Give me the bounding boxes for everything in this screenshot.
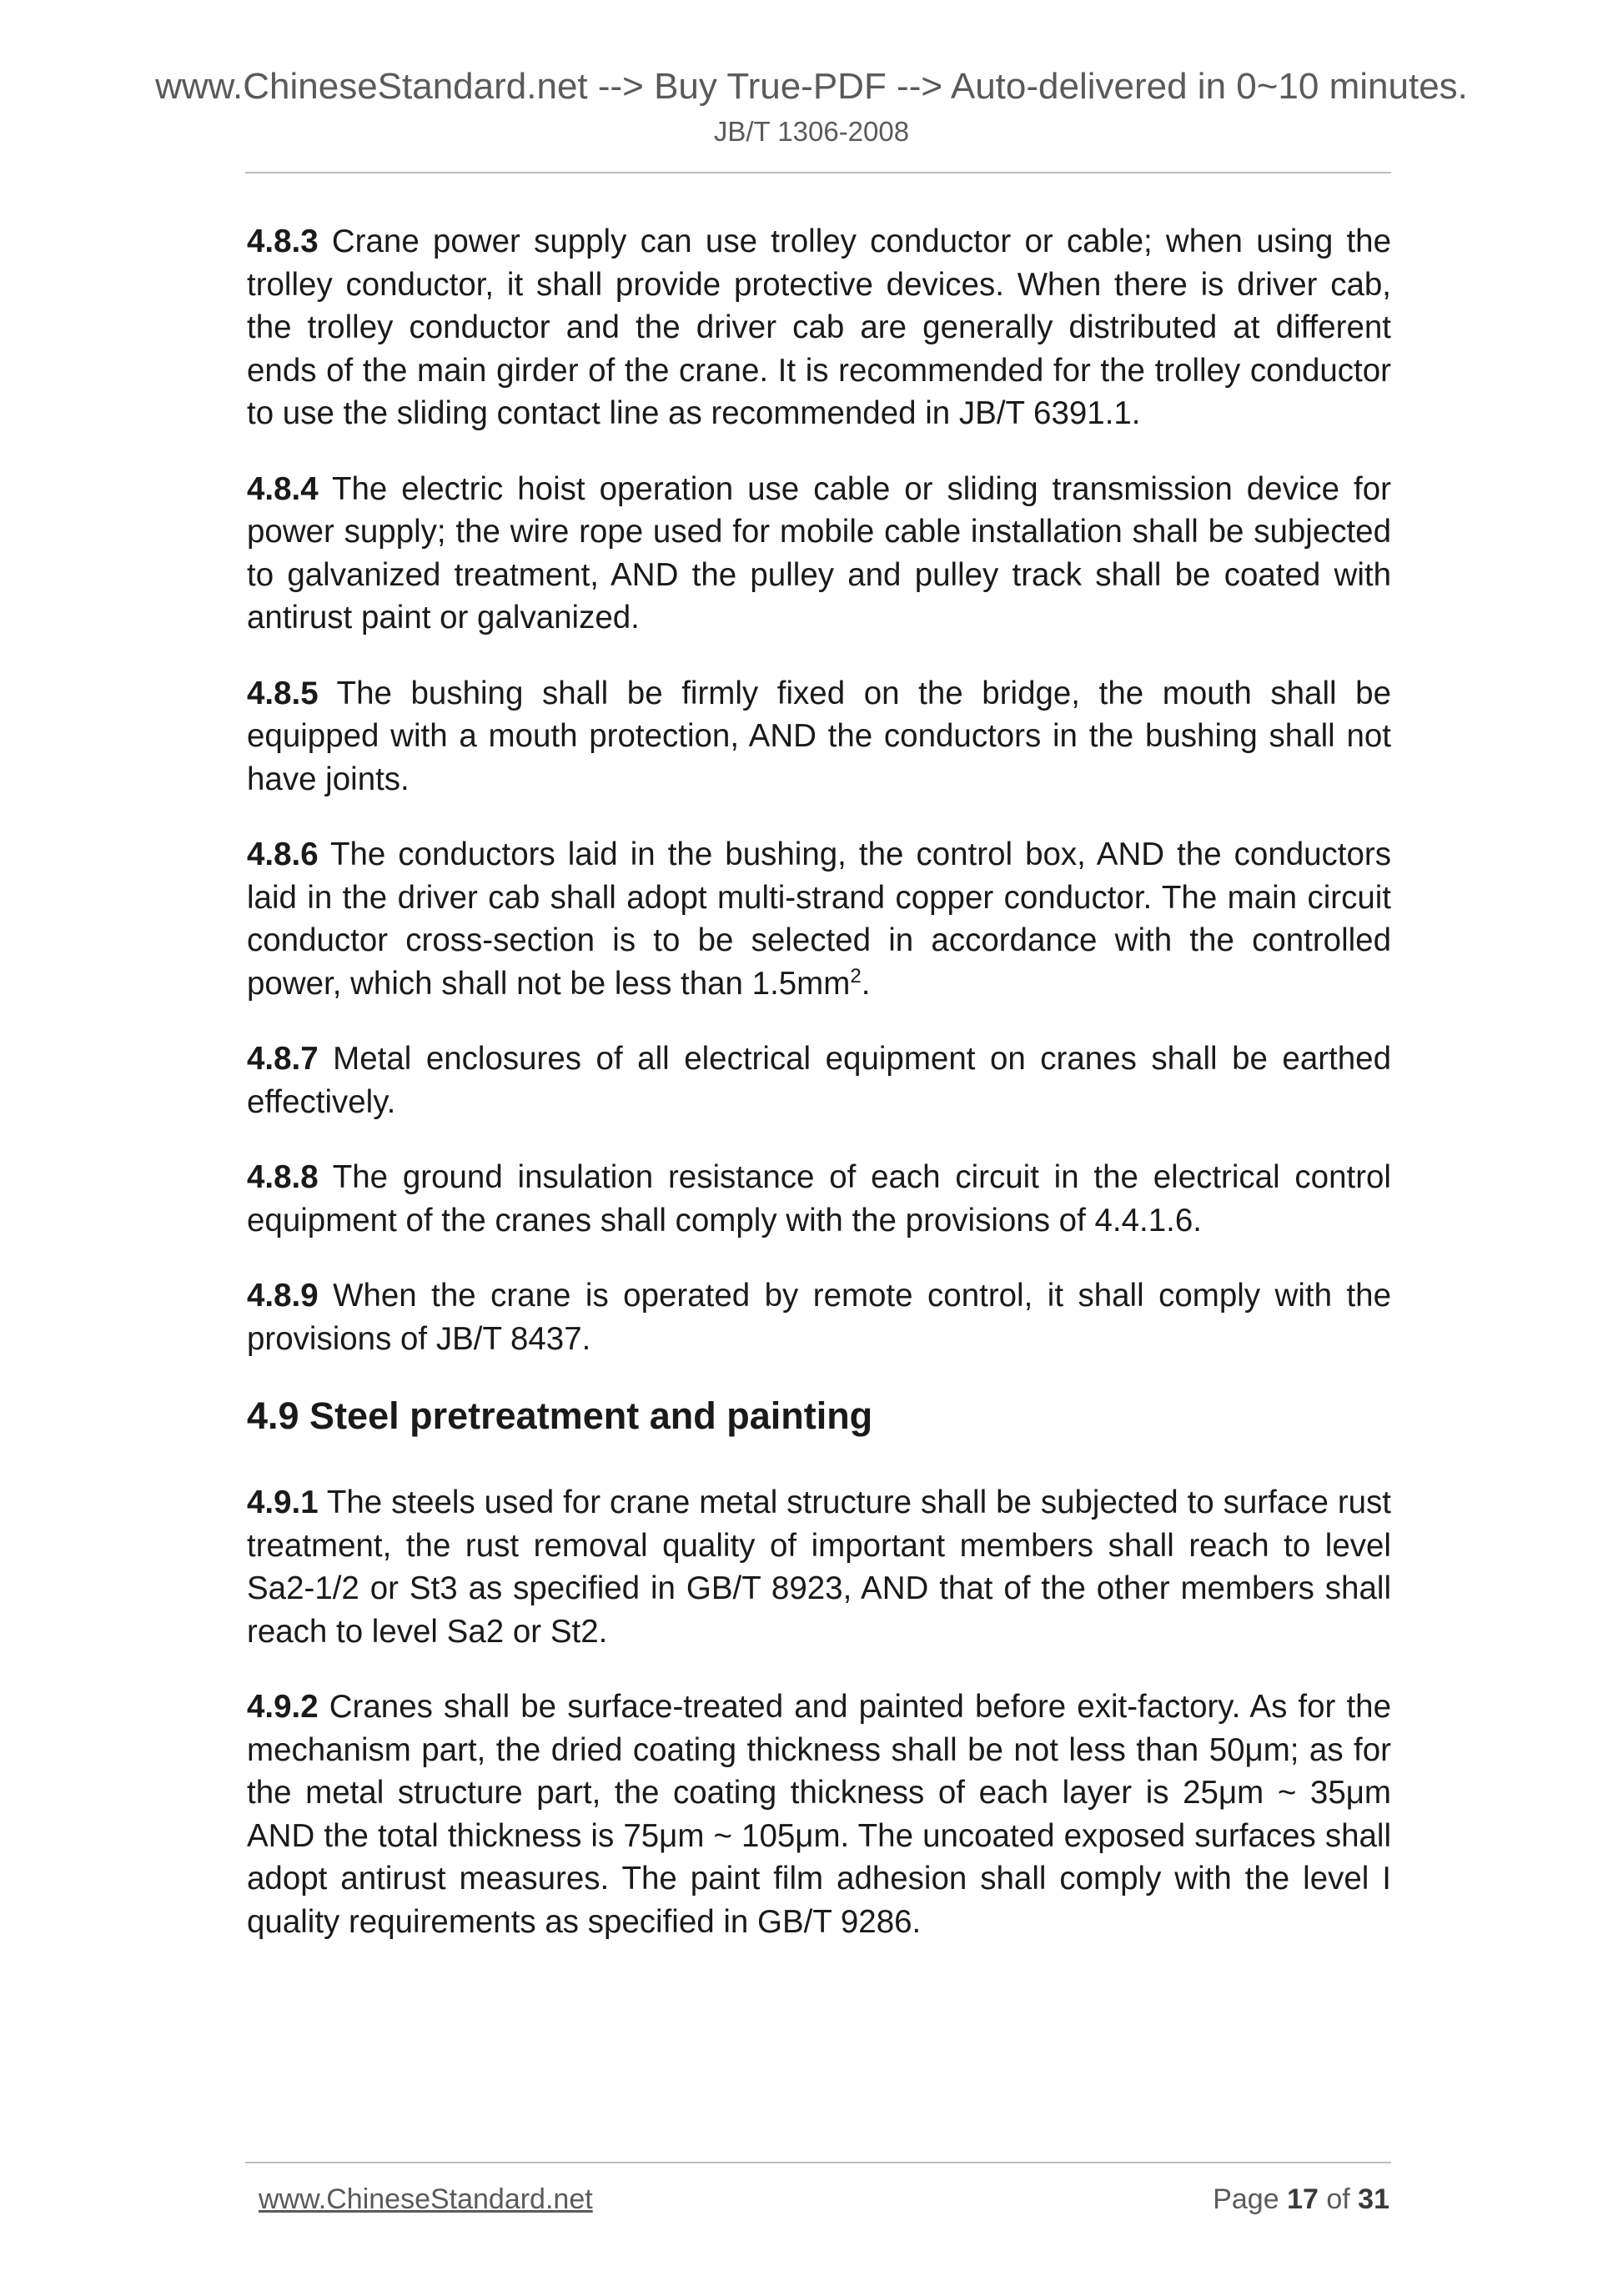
- page-footer: [259, 2182, 1389, 2217]
- clause-text: The conductors laid in the bushing, the control box, AND the conductors laid in the driver cab shall adopt multi-strand copper conductor. The main circuit conductor cross-section is to be selected in accordance with the controlled power, which shall not be less than 1.5mm: [247, 837, 1391, 1002]
- clause-4-8-8: [247, 1156, 1391, 1242]
- page-word: Page: [1213, 2183, 1279, 2215]
- clause-number: 4.9.2: [247, 1689, 319, 1725]
- clause-text: Cranes shall be surface-treated and painted before exit-factory. As for the mechanism part, the dried coating thickness shall be not less than 50μm; as for the metal structure part, the coating thickness of each layer is 25μm ~ 35μm AND the total thickness is 75μm ~ 105μm. The uncoated exposed surfaces shall adopt antirust measures. The paint film adhesion shall comply with the level I quality requirements as specified in GB/T 9286.: [247, 1689, 1391, 1940]
- document-body: [247, 220, 1391, 1976]
- clause-4-8-5: [247, 672, 1391, 801]
- header-divider: [245, 172, 1391, 173]
- footer-site-link[interactable]: www.ChineseStandard.net: [259, 2183, 593, 2215]
- clause-number: 4.8.4: [247, 470, 319, 507]
- clause-4-9-1: [247, 1481, 1391, 1653]
- clause-4-8-4: [247, 468, 1391, 640]
- section-heading: 4.9 Steel pretreatment and painting: [247, 1394, 873, 1437]
- clause-4-8-9: [247, 1274, 1391, 1360]
- clause-text: Crane power supply can use trolley conductor or cable; when using the trolley conductor, it shall provide protective devices. When there is driver cab, the trolley conductor and the driver cab are generally distributed at different ends of the main girder of the crane. It is recommended for the trolley conductor to use the sliding contact line as recommended in JB/T 6391.1.: [247, 224, 1391, 431]
- page-current: 17: [1287, 2183, 1319, 2215]
- footer-divider: [245, 2162, 1391, 2163]
- clause-text-tail: .: [861, 965, 871, 1002]
- clause-number: 4.9.1: [247, 1485, 319, 1520]
- clause-text: The ground insulation resistance of each circuit in the electrical control equipment of the cranes shall comply with the provisions of 4.4.1.6.: [247, 1159, 1391, 1238]
- clause-4-8-3: [247, 220, 1391, 435]
- clause-4-9-2: [247, 1686, 1391, 1943]
- clause-4-8-6: [247, 833, 1391, 1005]
- document-code: JB/T 1306-2008: [713, 116, 910, 147]
- page-header: [0, 65, 1623, 148]
- clause-number: 4.8.5: [247, 675, 319, 711]
- clause-text: The bushing shall be firmly fixed on the bridge, the mouth shall be equipped with a mouth protection, AND the conductors in the bushing shall not have joints.: [247, 675, 1391, 797]
- page-total: 31: [1358, 2183, 1389, 2215]
- page-counter: [1213, 2182, 1389, 2217]
- purchase-banner[interactable]: www.ChineseStandard.net --> Buy True-PDF --> Auto-delivered in 0~10 minutes.: [155, 66, 1468, 107]
- clause-text: The electric hoist operation use cable or sliding transmission device for power supply; the wire rope used for mobile cable installation shall be subjected to galvanized treatment, AND the pulley and pulley track shall be coated with antirust paint or galvanized.: [247, 470, 1391, 636]
- superscript: 2: [850, 964, 862, 987]
- clause-text: Metal enclosures of all electrical equipment on cranes shall be earthed effectively.: [247, 1041, 1391, 1120]
- clause-number: 4.8.3: [247, 224, 319, 259]
- clause-number: 4.8.7: [247, 1041, 319, 1077]
- clause-4-8-7: [247, 1037, 1391, 1123]
- page-of: of: [1326, 2183, 1350, 2215]
- clause-text: The steels used for crane metal structure shall be subjected to surface rust treatment, the rust removal quality of important members shall reach to level Sa2-1/2 or St3 as specified in GB/T 8923, AND that of the other members shall reach to level Sa2 or St2.: [247, 1485, 1391, 1650]
- clause-number: 4.8.6: [247, 837, 319, 872]
- clause-text: When the crane is operated by remote control, it shall comply with the provisions of JB/T 8437.: [247, 1278, 1391, 1357]
- clause-number: 4.8.9: [247, 1278, 319, 1314]
- clause-number: 4.8.8: [247, 1159, 319, 1195]
